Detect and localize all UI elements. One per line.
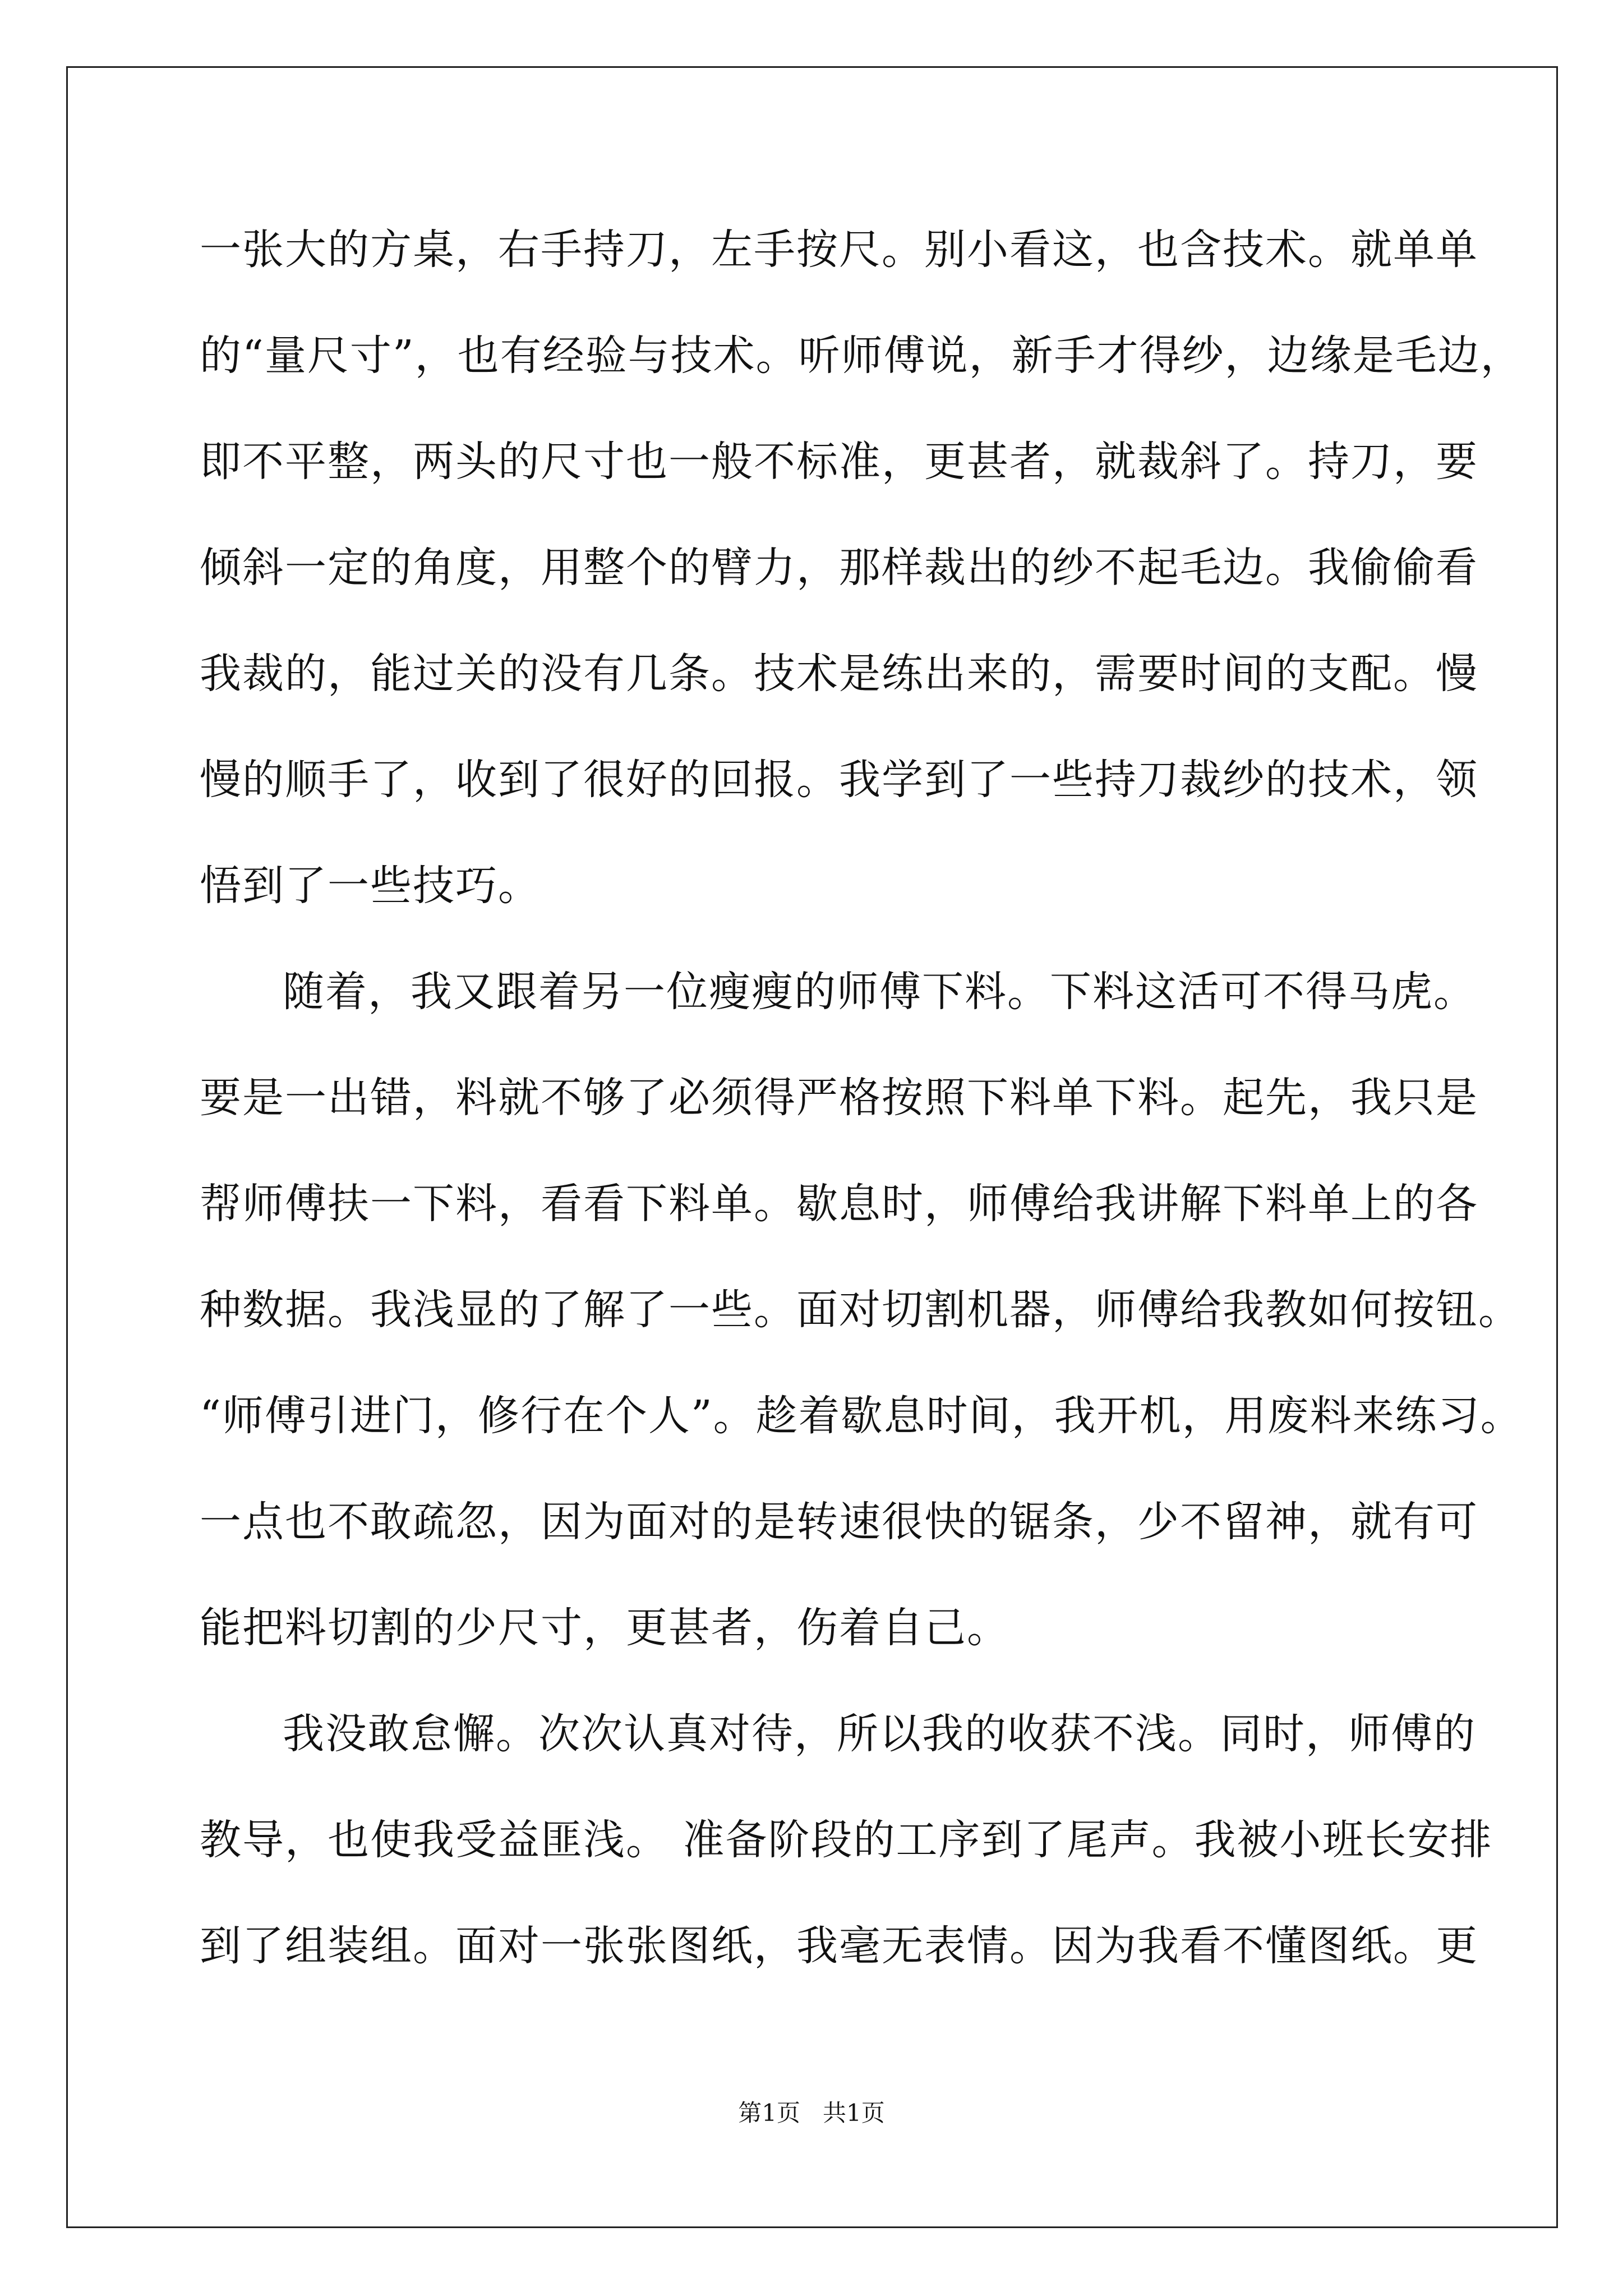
page-footer: 第1页 共1页 [738, 2099, 885, 2127]
text-line: 到了组装组。面对一张张图纸，我毫无表情。因为我看不懂图纸。更 [200, 1922, 1478, 1970]
text-line: 即不平整，两头的尺寸也一般不标准，更甚者，就裁斜了。持刀，要 [200, 438, 1478, 486]
page-border [66, 66, 1558, 2228]
text-line: 慢的顺手了，收到了很好的回报。我学到了一些持刀裁纱的技术，领 [200, 756, 1478, 804]
text-line: 要是一出错，料就不够了必须得严格按照下料单下料。起先，我只是 [200, 1074, 1478, 1122]
text-line: 帮师傅扶一下料，看看下料单。歇息时，师傅给我讲解下料单上的各 [200, 1180, 1478, 1228]
paragraph-first-line: 我没敢怠懈。次次认真对待，所以我的收获不浅。同时，师傅的 [283, 1710, 1476, 1758]
paragraph-first-line: 随着，我又跟着另一位瘦瘦的师傅下料。下料这活可不得马虎。 [283, 968, 1476, 1016]
text-line: 教导，也使我受益匪浅。 准备阶段的工序到了尾声。我被小班长安排 [200, 1816, 1493, 1864]
text-line: 我裁的，能过关的没有几条。技术是练出来的，需要时间的支配。慢 [200, 650, 1478, 698]
text-line: 的“量尺寸”，也有经验与技术。听师傅说，新手才得纱，边缘是毛边， [200, 332, 1523, 380]
text-line: 一张大的方桌，右手持刀，左手按尺。别小看这，也含技术。就单单 [200, 226, 1478, 274]
text-line: 能把料切割的少尺寸，更甚者，伤着自己。 [200, 1604, 1009, 1652]
text-line: 倾斜一定的角度，用整个的臂力，那样裁出的纱不起毛边。我偷偷看 [200, 544, 1478, 592]
text-line: 悟到了一些技巧。 [200, 862, 541, 910]
text-line: “师傅引进门，修行在个人”。趁着歇息时间，我开机，用废料来练习。 [200, 1392, 1523, 1440]
text-line: 一点也不敢疏忽，因为面对的是转速很快的锯条，少不留神，就有可 [200, 1498, 1478, 1546]
text-line: 种数据。我浅显的了解了一些。面对切割机器，师傅给我教如何按钮。 [200, 1286, 1521, 1334]
